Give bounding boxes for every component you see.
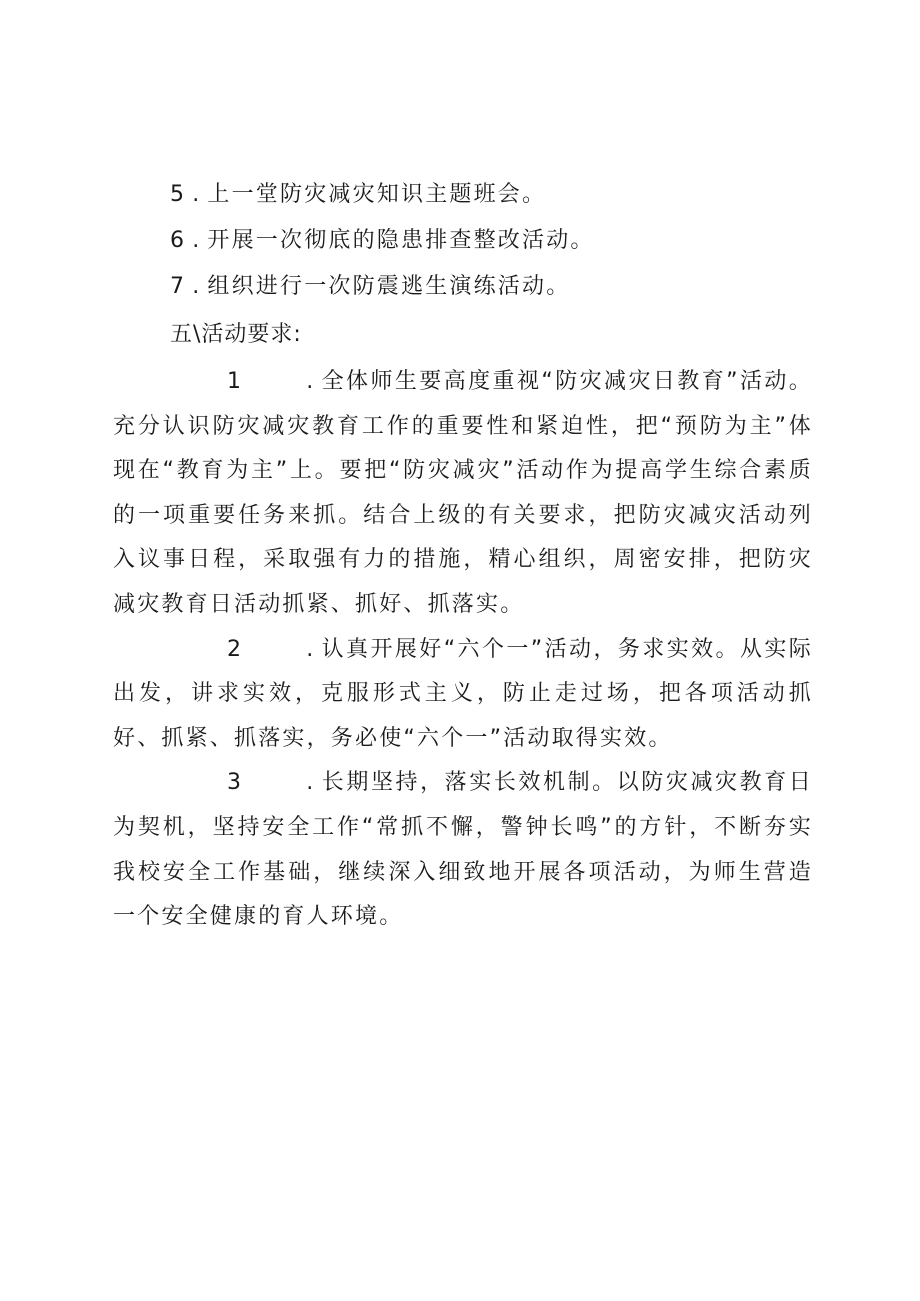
list-item-5 <box>113 172 813 218</box>
item-separator: . <box>192 228 202 253</box>
list-item-7 <box>113 264 813 310</box>
document-body <box>113 172 813 940</box>
item-number: 6 <box>170 228 187 253</box>
item-number: 7 <box>170 274 187 299</box>
paragraph-text: 全体师生要高度重视“防灾减灾日教育”活动。充分认识防灾减灾教育工作的重要性和紧迫性，把“预防为主”体现在“教育为主”上。要把“防灾减灾”活动作为提高学生综合素质的一项重要任务来抓。结合上级的有关要求，把防灾减灾活动列入议事日程，采取强有力的措施，精心组织，周密安排，把防灾减灾教育日活动抓紧、抓好、抓落实。 <box>113 369 813 617</box>
item-text: 上一堂防灾减灾知识主题班会。 <box>207 182 547 207</box>
paragraph-text: 长期坚持，落实长效机制。以防灾减灾教育日为契机，坚持安全工作“常抓不懈，警钟长鸣”的方针，不断夯实我校安全工作基础，继续深入细致地开展各项活动，为师生营造一个安全健康的育人环境。 <box>113 770 813 930</box>
item-separator: . <box>306 770 316 796</box>
item-number: 3 <box>227 770 244 796</box>
item-text: 组织进行一次防震逃生演练活动。 <box>207 274 571 299</box>
item-separator: . <box>192 182 202 207</box>
item-separator: . <box>192 274 202 299</box>
list-item-6 <box>113 218 813 264</box>
paragraph-text: 认真开展好“六个一”活动，务求实效。从实际出发，讲求实效，克服形式主义，防止走过场，把各项活动抓好、抓紧、抓落实，务必使“六个一”活动取得实效。 <box>113 636 813 751</box>
item-text: 开展一次彻底的隐患排查整改活动。 <box>207 228 595 253</box>
section-heading: 五\活动要求: <box>170 322 302 347</box>
item-number: 1 <box>227 369 244 394</box>
requirement-paragraph-3 <box>113 761 813 939</box>
item-separator: . <box>306 369 316 394</box>
item-number: 5 <box>170 182 187 207</box>
item-number: 2 <box>227 636 244 662</box>
requirement-paragraph-2 <box>113 628 813 762</box>
requirement-paragraph-1 <box>113 360 813 628</box>
item-separator: . <box>306 636 316 662</box>
